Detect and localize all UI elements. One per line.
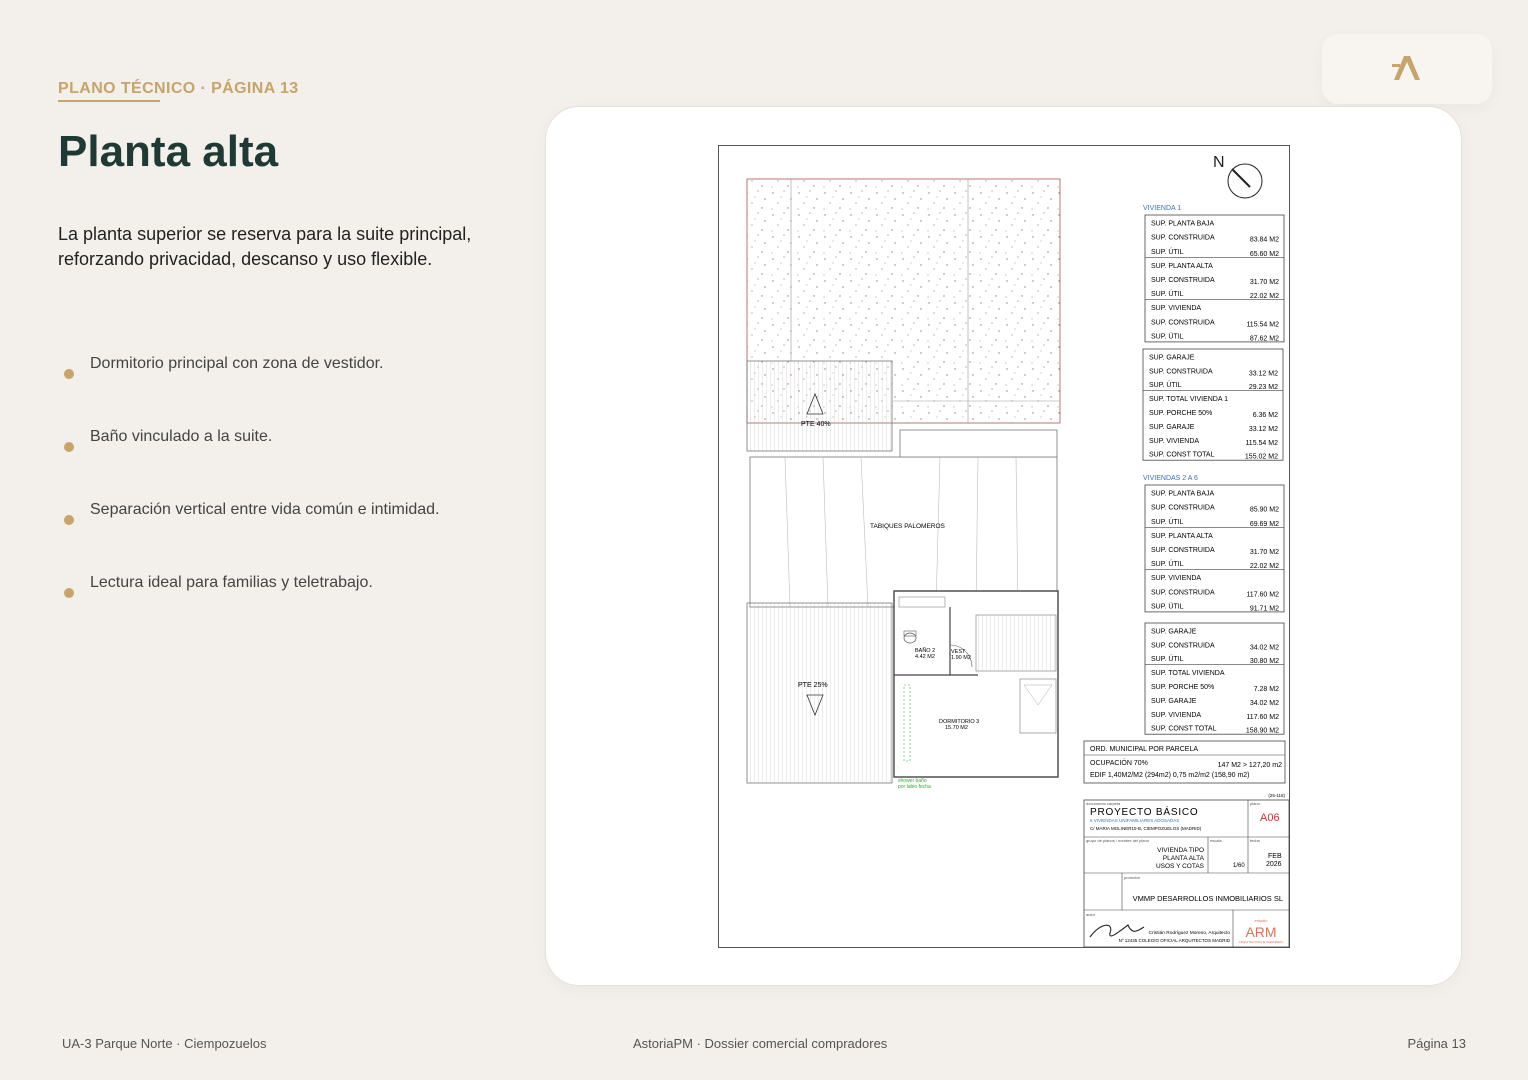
bullet-dot-icon [64, 369, 74, 379]
feature-list [60, 352, 520, 644]
footer-center: AstoriaPM · Dossier comercial compradores [633, 1036, 888, 1051]
table-row-value: 7.28 M2 [1253, 686, 1279, 693]
ord-ocupacion-label: OCUPACIÓN 70% [1090, 760, 1148, 767]
tb-colegio: Nº 12435 COLEGIO OFICIAL ARQUITECTOS MADRID [1118, 938, 1230, 943]
bullet-dot-icon [64, 515, 74, 525]
lead-text: La planta superior se reserva para la suite principal, reforzando privacidad, descanso y uso flexible. [58, 224, 472, 269]
table-row-label: SUP. ÚTIL [1151, 656, 1184, 664]
table-row-value: 6.36 M2 [1252, 412, 1278, 419]
table-row-label: SUP. GARAJE [1149, 423, 1195, 431]
table-row-label: SUP. VIVIENDA [1149, 437, 1200, 445]
table-row-label: SUP. CONSTRUIDA [1149, 368, 1213, 376]
table-row-value: 34.02 M2 [1249, 699, 1279, 707]
table-row-value: 117.60 M2 [1246, 591, 1279, 599]
tb-plano-label: plano [1250, 801, 1260, 806]
brand-logo-card [1322, 34, 1492, 104]
table-row-label: SUP. CONSTRUIDA [1151, 319, 1215, 327]
table-row-value: 91.71 M2 [1249, 605, 1279, 613]
table-row-value: 117.60 M2 [1246, 713, 1279, 721]
astoria-logo-icon [1390, 52, 1424, 84]
table-row-label: SUP. CONSTRUIDA [1151, 504, 1215, 512]
table-row-label: SUP. GARAJE [1151, 628, 1197, 636]
table-row-label: SUP. ÚTIL [1151, 603, 1184, 611]
table-row-label: SUP. VIVIENDA [1151, 711, 1202, 719]
tb-plano: A06 [1260, 812, 1280, 824]
arm-logo: ARM [1245, 924, 1277, 940]
table-row-value: 115.54 M2 [1245, 439, 1278, 447]
tb-fecha-1: FEB [1268, 853, 1282, 860]
dormitorio-area: 15.70 M2 [945, 725, 968, 731]
tb-grupo-label: grupo de planos / nombre del plano [1086, 838, 1149, 843]
tb-project: PROYECTO BÁSICO [1090, 807, 1199, 818]
table-row-label: SUP. CONSTRUIDA [1151, 589, 1215, 597]
table-row-label: SUP. TOTAL VIVIENDA 1 [1149, 396, 1228, 404]
table-row-value: 65.60 M2 [1249, 250, 1279, 258]
tb-escala: 1/60 [1233, 863, 1245, 869]
north-label: N [1213, 154, 1225, 171]
table-row-label: SUP. PORCHE 50% [1149, 410, 1213, 417]
vest-area: 1.90 M2 [951, 655, 971, 661]
table-row-label: SUP. CONST TOTAL [1149, 451, 1215, 459]
table-row-label: SUP. ÚTIL [1149, 382, 1182, 390]
shower-note: shower baño [898, 778, 927, 784]
tb-autor-label: autor [1086, 912, 1096, 917]
table-row-label: SUP. VIVIENDA [1151, 575, 1202, 583]
tabiques-label: TABIQUES PALOMEROS [870, 523, 945, 530]
dormitorio-label: DORMITORIO 3 [939, 719, 980, 725]
shower-note-2: por labio fecha [898, 784, 931, 790]
table-row-value: 33.12 M2 [1248, 370, 1278, 378]
table-row-label: SUP. CONSTRUIDA [1151, 234, 1215, 242]
table-row-label: SUP. GARAJE [1149, 354, 1195, 362]
bano-area: 4.42 M2 [915, 654, 935, 660]
table-row-value: 85.90 M2 [1249, 506, 1279, 514]
bullet-dot-icon [64, 442, 74, 452]
table-row-value: 83.84 M2 [1249, 236, 1279, 244]
ord-edif: EDIF 1,40M2/M2 (294m2) 0,75 m2/m2 (158,90 m2) [1090, 772, 1250, 779]
page-kicker: PLANO TÉCNICO · PÁGINA 13 [58, 80, 299, 97]
table-row-value: 158.90 M2 [1245, 727, 1279, 735]
tb-ref: (25-118) [1268, 793, 1285, 798]
table-row-label: SUP. ÚTIL [1151, 561, 1184, 569]
tb-project-sub: 6 VIVIENDAS UNIFAMILIARES ADOSADAS [1090, 818, 1180, 823]
tb-name-2: PLANTA ALTA [1162, 855, 1204, 862]
bano-label: BAÑO 2 [915, 648, 936, 654]
table-row-label: SUP. PLANTA ALTA [1151, 532, 1213, 540]
kicker-underline [58, 100, 160, 102]
tb-address: C/ MARIA MOLINER15-B, CIEMPOZUELOS (MADRID) [1090, 826, 1202, 831]
table-row-label: SUP. ÚTIL [1151, 248, 1184, 256]
table-row-value: 31.70 M2 [1249, 549, 1279, 556]
table-row-value: 22.02 M2 [1249, 563, 1279, 571]
floor-plan-sheet [718, 145, 1290, 953]
table-row-value: 115.54 M2 [1246, 321, 1279, 329]
table-row-label: SUP. PLANTA ALTA [1151, 262, 1213, 270]
ord-ocupacion-value: 147 M2 > 127,20 m2 [1217, 762, 1282, 769]
table-row-label: SUP. VIVIENDA [1151, 305, 1202, 313]
table-row-value: 34.02 M2 [1249, 644, 1279, 652]
ord-title: ORD. MUNICIPAL POR PARCELA [1090, 746, 1199, 753]
table-row-label: SUP. ÚTIL [1151, 291, 1184, 299]
table-row-value: 29.23 M2 [1248, 384, 1278, 392]
list-item: Lectura ideal para familias y teletrabajo. [60, 571, 520, 644]
table-row-value: 87.62 M2 [1249, 335, 1279, 343]
table-row-label: SUP. PORCHE 50% [1151, 684, 1215, 691]
pte40-label: PTE 40% [801, 421, 831, 428]
table-row-label: SUP. CONST TOTAL [1151, 725, 1217, 733]
table-row-label: SUP. ÚTIL [1151, 333, 1184, 341]
tb-promotor-label: promotor [1124, 875, 1141, 880]
table-row-value: 30.80 M2 [1249, 658, 1279, 666]
table-row-label: SUP. CONSTRUIDA [1151, 642, 1215, 650]
table-row-label: SUP. ÚTIL [1151, 518, 1184, 526]
footer-left: UA-3 Parque Norte · Ciempozuelos [62, 1036, 267, 1051]
arm-sub: ARQUITECTURA E INGENIERÍA [1238, 940, 1284, 944]
viv1-title: VIVIENDA 1 [1143, 205, 1182, 212]
table-row-value: 22.02 M2 [1249, 293, 1279, 301]
floor-plan-drawing [718, 145, 1290, 948]
table-row-value: 155.02 M2 [1244, 453, 1278, 461]
tb-fecha-2: 2026 [1266, 861, 1282, 868]
tb-name-3: USOS Y COTAS [1155, 863, 1204, 870]
table-row-label: SUP. CONSTRUIDA [1151, 547, 1215, 554]
table-row-value: 33.12 M2 [1248, 425, 1278, 433]
table-row-label: SUP. CONSTRUIDA [1151, 277, 1215, 284]
list-item: Baño vinculado a la suite. [60, 425, 520, 498]
table-row-value: 69.69 M2 [1249, 520, 1279, 528]
footer-right: Página 13 [1407, 1036, 1466, 1051]
tb-escala-label: escala [1210, 838, 1222, 843]
table-row-label: SUP. TOTAL VIVIENDA [1151, 670, 1225, 678]
tb-doc-label: documento carpeta [1086, 801, 1121, 806]
table-row-value: 31.70 M2 [1249, 279, 1279, 286]
bullet-dot-icon [64, 588, 74, 598]
arm-top: estudio [1254, 918, 1268, 923]
tb-promotor: VMMP DESARROLLOS INMOBILIARIOS SL [1132, 894, 1283, 903]
page-title: Planta alta [58, 127, 279, 176]
tb-name-1: VIVIENDA TIPO [1157, 847, 1204, 854]
list-item: Dormitorio principal con zona de vestidor. [60, 352, 520, 425]
viv2-title: VIVIENDAS 2 A 6 [1143, 475, 1198, 482]
tb-fecha-label: fecha [1250, 838, 1260, 843]
table-row-label: SUP. PLANTA BAJA [1151, 490, 1215, 498]
list-item: Separación vertical entre vida común e intimidad. [60, 498, 520, 571]
pte25-label: PTE 25% [798, 682, 828, 689]
table-row-label: SUP. PLANTA BAJA [1151, 220, 1215, 228]
tb-autor: Cristián Rodríguez Moreno, Arquitecto [1148, 931, 1230, 936]
vest-label: VEST [951, 649, 966, 655]
plan-card [545, 106, 1462, 986]
table-row-label: SUP. GARAJE [1151, 697, 1197, 705]
